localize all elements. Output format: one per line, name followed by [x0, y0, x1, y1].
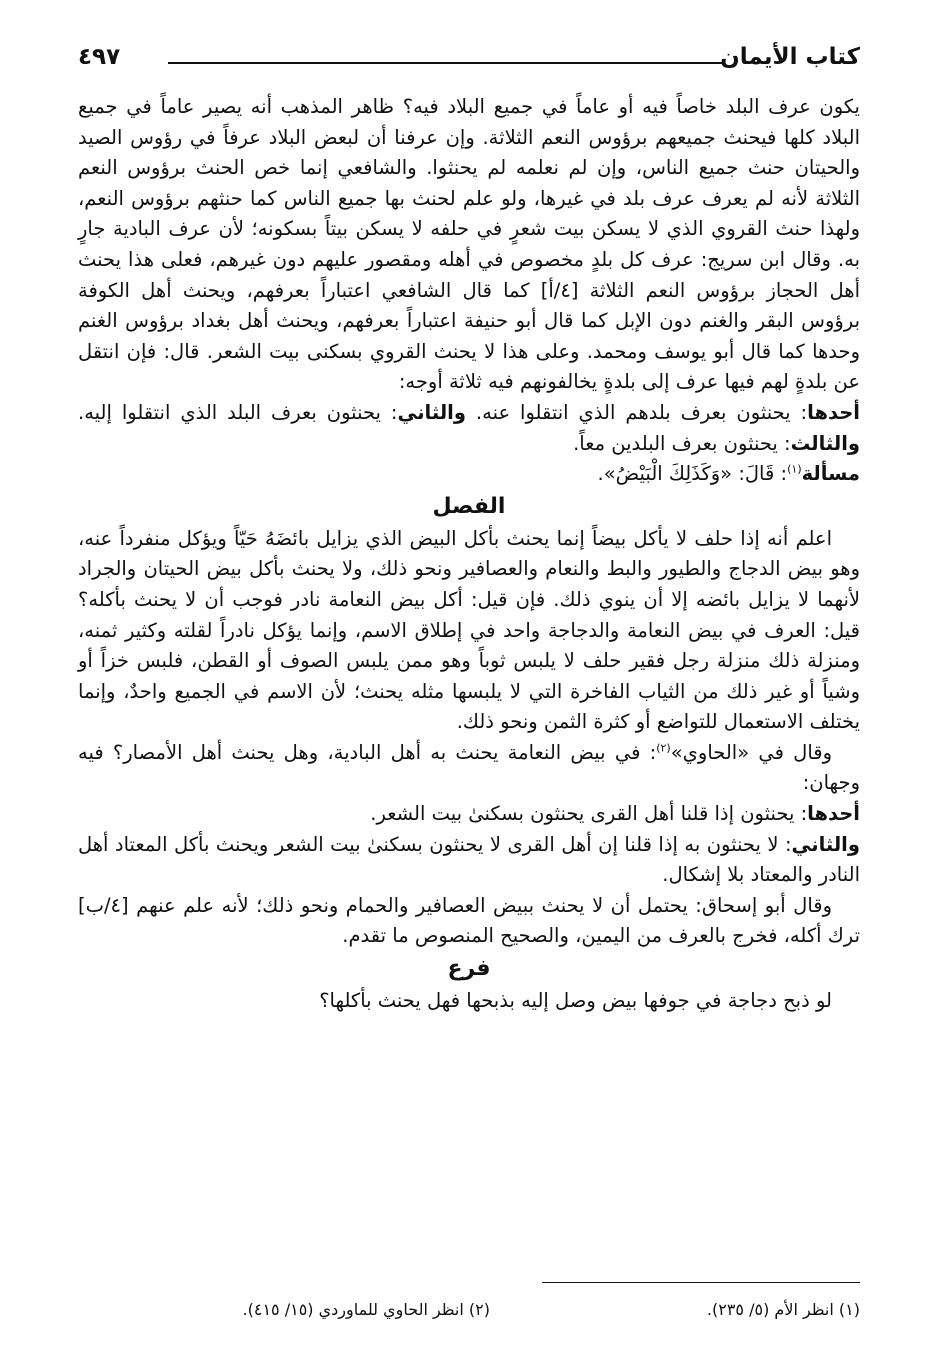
- bold-label: مسألة: [801, 462, 860, 486]
- paragraph: [78, 738, 860, 799]
- footnote-1: (١) انظر الأم (٥/ ٢٣٥).: [706, 1300, 860, 1319]
- paragraph: [78, 398, 860, 459]
- paragraph: يكون عرف البلد خاصاً فيه أو عاماً في جميع البلاد فيه؟ ظاهر المذهب أنه يصير عاماً في جميع البلاد كلها فيحنث جميعهم برؤوس النعم الثلاثة. وإن عرفنا أن لبعض البلاد عرفاً في رؤوس الصيد والحيتان حنث جميع الناس، وإن لم نعلمه لم يحنثوا. والشافعي إنما خص الحنث برؤوس النعم الثلاثة لأنه لم يعرف عرف بلد في غيرها، ولو علم لحنث بها جميع الناس كما حنثهم برؤوس النعم، ولهذا حنث القروي الذي لا يسكن بيت شعرٍ في حلفه لا يسكن بيتاً بسكونه؛ لأن عرف البادية جارٍ به. وقال ابن سريج: عرف كل بلدٍ مخصوص في أهله ومقصور عليهم دون غيرهم، فعلى هذا يحنث أهل الحجاز برؤوس النعم الثلاثة [٤/أ] كما قال الشافعي اعتباراً بعرفهم، ويحنث أهل الكوفة برؤوس البقر والغنم دون الإبل كما قال أبو حنيفة اعتباراً بعرفهم، ويحنث أهل بغداد برؤوس الغنم وحدها كما قال أبو يوسف ومحمد. وعلى هذا لا يحنث القروي بسكنى بيت الشعر. قال: فإن انتقل عن بلدةٍ لهم فيها عرف إلى بلدةٍ يخالفونهم فيه ثلاثة أوجه:: [78, 95, 860, 394]
- paragraph-text: : يحنثون بعرف بلدهم الذي انتقلوا عنه.: [475, 400, 808, 424]
- paragraph: وقال أبو إسحاق: يحتمل أن لا يحنث ببيض العصافير والحمام ونحو ذلك؛ لأنه علم عنهم [٤/ب] ترك أكله، فخرج بالعرف من اليمين، والصحيح المنصوص ما تقدم.: [78, 893, 860, 948]
- section-heading: الفصل: [432, 493, 506, 519]
- paragraph-text: : يحنثون إذا قلنا أهل القرى يحنثون بسكنىٰ بيت الشعر.: [370, 802, 808, 826]
- footnote-rule: [542, 1282, 860, 1283]
- paragraph-text: : يحنثون بعرف البلد الذي انتقلوا إليه.: [78, 400, 398, 424]
- footnote-2: (٢) انظر الحاوي للماوردي (١٥/ ٤١٥).: [242, 1300, 490, 1319]
- footnote-ref: (١): [787, 462, 802, 476]
- paragraph: اعلم أنه إذا حلف لا يأكل بيضاً إنما يحنث بأكل البيض الذي يزايل بائضَهُ حَيّاً ويؤكل منفرداً عنه، وهو بيض الدجاج والطيور والبط والنعام والعصافير ونحو ذلك، ولا يحنث بأكل بيض الحيتان والجراد لأنهما لا يزايل بائضه إلا أن ينوي ذلك. فإن قيل: أكل بيض النعامة نادر فوجب أن لا يحنث بأكله؟ قيل: العرف في بيض النعامة والدجاجة واحد في إطلاق الاسم، وإنما يؤكل نادراً لقلته وكثير ثمنه، ومنزلة ذلك منزلة رجل فقير حلف لا يلبس ثوباً وهو ممن يلبس الصوف أو القطن، فلبس خزاً أو وشياً أو غير ذلك من الثياب الفاخرة التي لا يلبسها مثله يحنث؛ لأن الاسم في الجميع واحدٌ، وإنما يختلف الاستعمال للتواضع أو كثرة الثمن ونحو ذلك.: [78, 526, 860, 734]
- paragraph: [78, 830, 860, 891]
- page-header: [78, 40, 860, 80]
- paragraph-text: : قَالَ: «وَكَذَلِكَ الْبَيْضُ».: [597, 462, 788, 486]
- paragraph-text: : في بيض النعامة يحنث به أهل البادية، وهل يحنث أهل الأمصار؟ فيه وجهان:: [78, 740, 860, 795]
- paragraph: [78, 799, 860, 830]
- bold-label: أحدها: [807, 802, 860, 826]
- bold-label: والثاني: [397, 400, 466, 424]
- bold-label: والثاني: [791, 832, 860, 856]
- paragraph-text: : يحنثون بعرف البلدين معاً.: [573, 431, 791, 455]
- section-heading: فرع: [447, 956, 491, 982]
- chapter-title: كتاب الأيمان: [720, 44, 860, 70]
- paragraph-text: : لا يحنثون به إذا قلنا إن أهل القرى لا يحنثون بسكنىٰ بيت الشعر ويحنث بأكل المعتاد أهل النادر والمعتاد بلا إشكال.: [78, 832, 860, 887]
- paragraph: لو ذبح دجاجة في جوفها بيض وصل إليه بذبحها فهل يحنث بأكلها؟: [319, 989, 832, 1013]
- book-page: [78, 40, 860, 1340]
- paragraph-text: وقال في «الحاوي»: [670, 740, 832, 764]
- header-rule: [168, 62, 725, 64]
- footnote-ref: (٢): [656, 741, 671, 755]
- page-number: ٤٩٧: [78, 44, 121, 70]
- bold-label: والثالث: [790, 431, 860, 455]
- page-body: [78, 92, 860, 1017]
- paragraph: [78, 459, 860, 490]
- bold-label: أحدها: [807, 400, 860, 424]
